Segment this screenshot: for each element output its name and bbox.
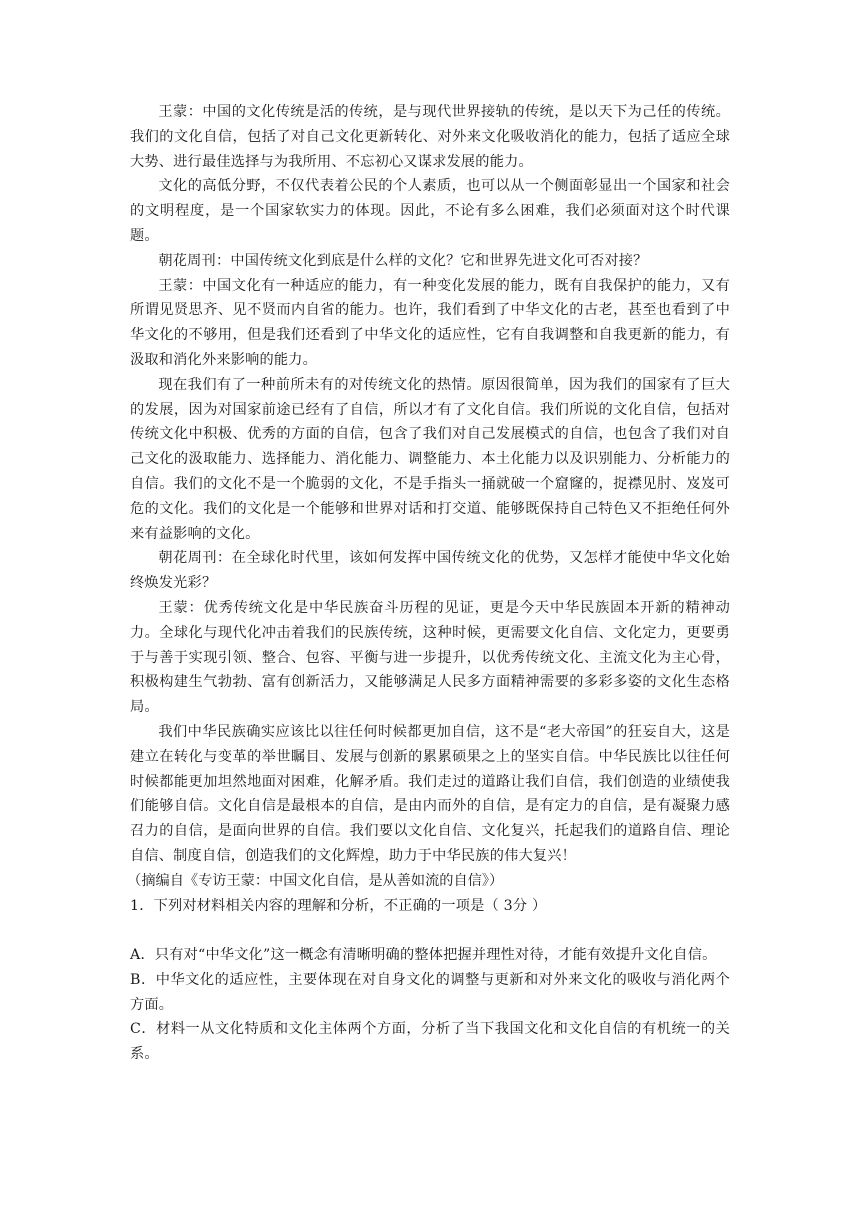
- interview-question: 朝花周刊：在全球化时代里，该如何发挥中国传统文化的优势，又怎样才能使中华文化始终焕发光彩？: [130, 550, 730, 592]
- question-stem: 1．下列对材料相关内容的理解和分析，不正确的一项是（ 3分 ）: [130, 897, 547, 914]
- source-citation: （摘编自《专访王蒙：中国文化自信，是从善如流的自信》）: [127, 872, 504, 889]
- article-paragraph: 我们中华民族确实应该比以往任何时候都更加自信，这不是“老大帝国”的狂妄自大，这是建立在转化与变革的举世瞩目、发展与创新的累累硕果之上的坚实自信。中华民族比以往任何时候都能更加坦然地面对困难，化解矛盾。我们走过的道路让我们自信，我们创造的业绩使我们能够自信。文化自信是最根本的自信，是由内而外的自信，是有定力的自信，是有凝聚力感召力的自信，是面向世界的自信。我们要以文化自信、文化复兴，托起我们的道路自信、理论自信、制度自信，创造我们的文化辉煌，助力于中华民族的伟大复兴！: [130, 723, 730, 864]
- answer-option-b[interactable]: B．中华文化的适应性，主要体现在对自身文化的调整与更新和对外来文化的吸收与消化两个方面。: [130, 971, 730, 1013]
- article-paragraph: 王蒙：优秀传统文化是中华民族奋斗历程的见证，更是今天中华民族固本开新的精神动力。全球化与现代化冲击着我们的民族传统，这种时候，更需要文化自信、文化定力，更要勇于与善于实现引领、整合、包容、平衡与进一步提升，以优秀传统文化、主流文化为主心骨，积极构建生气勃勃、富有创新活力，又能够满足人民多方面精神需要的多彩多姿的文化生态格局。: [130, 599, 730, 716]
- article-paragraph: 文化的高低分野，不仅代表着公民的个人素质，也可以从一个侧面彰显出一个国家和社会的文明程度，是一个国家软实力的体现。因此，不论有多么困难，我们必须面对这个时代课题。: [130, 178, 730, 244]
- article-paragraph: 王蒙：中国的文化传统是活的传统，是与现代世界接轨的传统，是以天下为己任的传统。我们的文化自信，包括了对自己文化更新转化、对外来文化吸收消化的能力，包括了适应全球大势、进行最佳选择与为我所用、不忘初心又谋求发展的能力。: [130, 104, 730, 170]
- article-paragraph: 现在我们有了一种前所未有的对传统文化的热情。原因很简单，因为我们的国家有了巨大的发展，因为对国家前途已经有了自信，所以才有了文化自信。我们所说的文化自信，包括对传统文化中积极、优秀的方面的自信，包含了我们对自己发展模式的自信，也包含了我们对自己文化的汲取能力、选择能力、消化能力、调整能力、本土化能力以及识别能力、分析能力的自信。我们的文化不是一个脆弱的文化，不是手指头一捅就破一个窟窿的，捉襟见肘、岌岌可危的文化。我们的文化是一个能够和世界对话和打交道、能够既保持自己特色又不拒绝任何外来有益影响的文化。: [130, 376, 730, 542]
- answer-option-a[interactable]: A．只有对“中华文化”这一概念有清晰明确的整体把握并理性对待，才能有效提升文化自信。: [130, 947, 717, 964]
- interview-question: 朝花周刊：中国传统文化到底是什么样的文化？它和世界先进文化可否对接？: [158, 252, 648, 269]
- document-page: [127, 100, 730, 1067]
- answer-option-c[interactable]: C．材料一从文化特质和文化主体两个方面，分析了当下我国文化和文化自信的有机统一的关系。: [130, 1021, 730, 1063]
- article-paragraph: 王蒙：中国文化有一种适应的能力，有一种变化发展的能力，既有自我保护的能力，又有所谓见贤思齐、见不贤而内自省的能力。也许，我们看到了中华文化的古老，甚至也看到了中华文化的不够用，但是我们还看到了中华文化的适应性，它有自我调整和自我更新的能力，有汲取和消化外来影响的能力。: [130, 277, 730, 368]
